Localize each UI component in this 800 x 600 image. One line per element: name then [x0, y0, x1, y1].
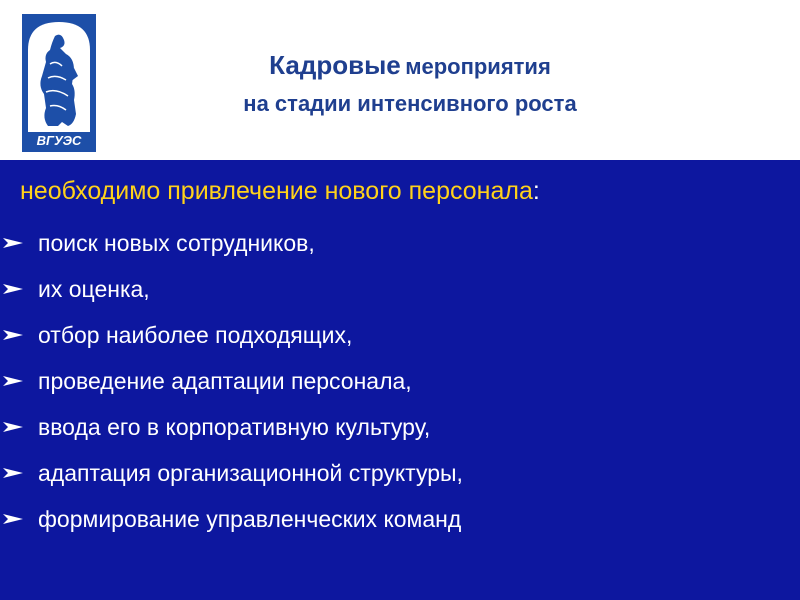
bullet-text: поиск новых сотрудников, — [38, 229, 315, 256]
university-logo — [22, 14, 96, 152]
bullet-text: ввода его в корпоративную культуру, — [38, 413, 431, 440]
arrow-bullet-icon — [3, 514, 23, 524]
lead-colon: : — [532, 177, 540, 205]
title-subtitle-line: на стадии интенсивного роста — [243, 91, 577, 116]
slide-header — [0, 0, 800, 160]
list-item — [0, 404, 463, 450]
title-word-secondary: мероприятия — [405, 54, 551, 79]
logo-text: ВГУЭС — [36, 133, 82, 148]
list-item — [0, 496, 463, 542]
list-item — [0, 266, 463, 312]
arrow-bullet-icon — [3, 468, 23, 478]
list-item — [0, 358, 463, 404]
arrow-bullet-icon — [3, 330, 23, 340]
lead-statement — [20, 177, 540, 206]
bullet-text: отбор наиболее подходящих, — [38, 321, 353, 348]
lead-text: необходимо привлечение нового персонала — [20, 177, 533, 205]
arrow-bullet-icon — [3, 376, 23, 386]
slide-content — [0, 160, 800, 600]
title-word-main: Кадровые — [269, 50, 401, 80]
arrow-bullet-icon — [3, 284, 23, 294]
bullet-text: формирование управленческих команд — [38, 505, 462, 532]
list-item — [0, 220, 463, 266]
bullet-text: проведение адаптации персонала, — [38, 367, 412, 394]
bullet-text: их оценка, — [38, 275, 150, 302]
slide-title — [150, 48, 670, 121]
arrow-bullet-icon — [3, 422, 23, 432]
bullet-list — [0, 220, 463, 542]
list-item — [0, 312, 463, 358]
arrow-bullet-icon — [3, 238, 23, 248]
list-item — [0, 450, 463, 496]
bullet-text: адаптация организационной структуры, — [38, 459, 463, 486]
